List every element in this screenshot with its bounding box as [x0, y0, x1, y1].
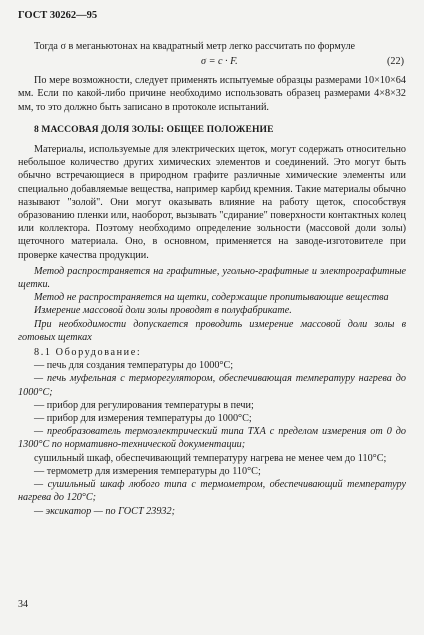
page-number: 34: [18, 599, 28, 610]
paragraph-finished-brushes: При необходимости допускается проводить измерение массовой доли золы в готовых щетках: [18, 318, 406, 343]
paragraph-measurement: Измерение массовой доли золы проводят в полуфабрикате.: [34, 305, 292, 317]
equipment-item: — сушильный шкаф любого типа с термометром, обеспечивающий температуру нагрева до 120°С;: [18, 479, 406, 504]
equipment-item: — преобразователь термоэлектрический типа ТХА с пределом измерения от 0 до 1300°С по нормативно-технической документации;: [18, 426, 406, 451]
equipment-item: — прибор для регулирования температуры в печи;: [34, 399, 254, 411]
equipment-item: сушильный шкаф, обеспечивающий температуру нагрева не менее чем до 110°С;: [34, 452, 387, 464]
paragraph-ash-description: Материалы, используемые для электрических щеток, могут содержать относительно небольшое количество других химических элементов и соединений. Это могут быть обычно встречающиеся в природном графите различные химические элементы или специально добавляемые вещества, например карбид кремния. Такие материалы обычно называют "золой". Они могут оказывать влияние на работу щеток, способствуя образованию пленки или, наоборот, вызывать "сдирание" поверхности контактных колец или коллектора. Поэтому необходимо определение зольности (массовой доли золы) щеточного материала. Оно, в основном, применяется на заводе-изготовителе при проверке качества продукции.: [18, 144, 406, 261]
paragraph-method-exclusion: Метод не распространяется на щетки, содержащие пропитывающие вещества: [34, 292, 389, 304]
section-heading-8: 8 МАССОВАЯ ДОЛЯ ЗОЛЫ: ОБЩЕЕ ПОЛОЖЕНИЕ: [34, 123, 274, 135]
paragraph-method-scope: Метод распространяется на графитные, угольно-графитные и электрографитные щетки.: [18, 265, 406, 291]
equipment-item: — печь муфельная с терморегулятором, обеспечивающая температуру нагрева до 1000°С;: [18, 373, 406, 398]
page-header: ГОСТ 30262—95: [18, 10, 98, 21]
formula-block: [18, 55, 406, 70]
equipment-item: — прибор для измерения температуры до 1000°С;: [34, 413, 252, 425]
equipment-item: — эксикатор — по ГОСТ 23932;: [34, 505, 176, 517]
page-content: [18, 40, 406, 518]
paragraph-sample-size: По мере возможности, следует применять испытуемые образцы размерами 10×10×64 мм. Если по какой-либо причине необходимо использовать образец размерами 4×8×32 мм, то это должно быть записано в протоколе испытаний.: [18, 75, 406, 113]
formula-expression: σ = c · F.: [201, 56, 238, 68]
paragraph-formula-intro: Тогда σ в меганьютонах на квадратный метр легко рассчитать по формуле: [34, 41, 356, 52]
equipment-item: — печь для создания температуры до 1000°С;: [34, 360, 234, 372]
equipment-item: — термометр для измерения температуры до 110°С;: [34, 465, 261, 477]
formula-number: (22): [387, 56, 404, 68]
subsection-equipment: 8.1 Оборудование:: [34, 347, 142, 359]
